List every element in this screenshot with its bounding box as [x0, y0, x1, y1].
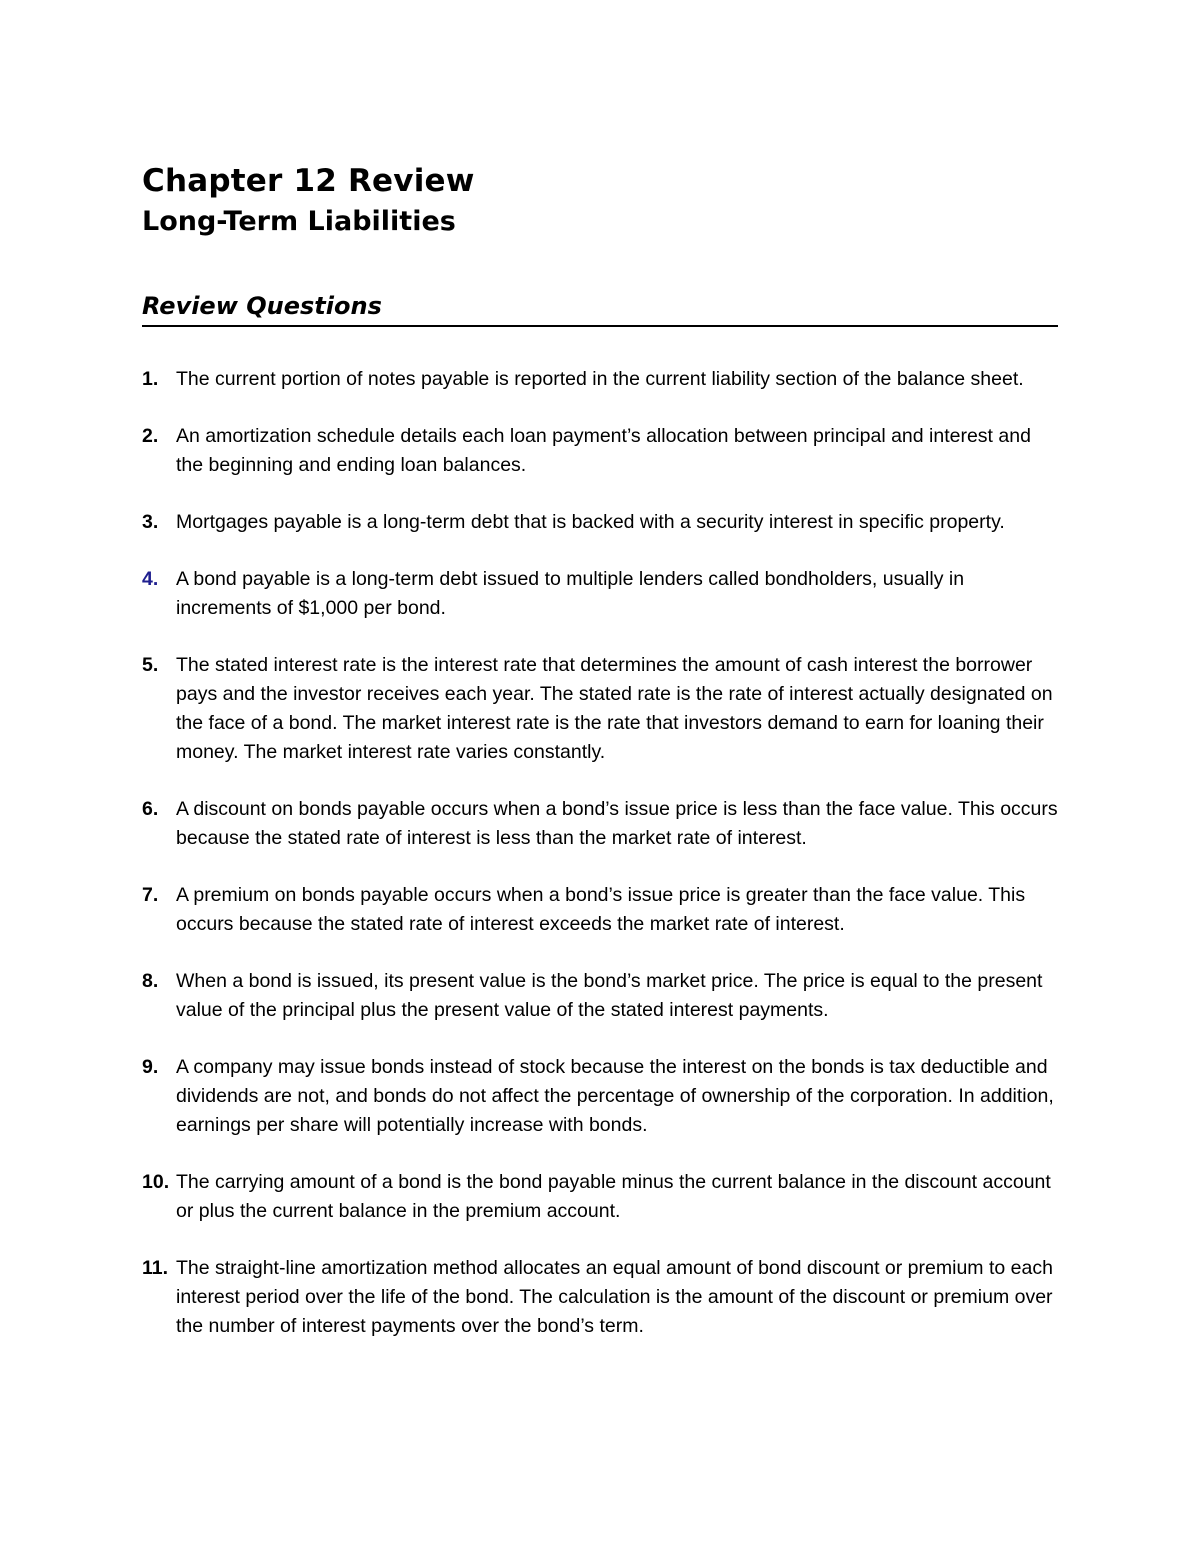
- question-item-2: [142, 422, 1058, 480]
- question-text: The straight-line amortization method allocates an equal amount of bond discount or premium to each interest period over the life of the bond. The calculation is the amount of the discount or premium over the number of interest payments over the bond’s term.: [176, 1257, 1053, 1337]
- question-number: 11.: [142, 1257, 169, 1279]
- question-item-5: [142, 651, 1058, 767]
- question-text: The current portion of notes payable is reported in the current liability section of the balance sheet.: [176, 368, 1024, 390]
- question-text: An amortization schedule details each loan payment’s allocation between principal and interest and the beginning and ending loan balances.: [176, 425, 1031, 476]
- question-number: 3.: [142, 511, 159, 533]
- question-text: Mortgages payable is a long-term debt that is backed with a security interest in specific property.: [176, 511, 1005, 533]
- question-item-3: [142, 508, 1058, 537]
- question-text: A bond payable is a long-term debt issued to multiple lenders called bondholders, usually in increments of $1,000 per bond.: [176, 568, 965, 619]
- question-text: A company may issue bonds instead of stock because the interest on the bonds is tax deductible and dividends are not, and bonds do not affect the percentage of ownership of the corporation. In addition, earnings per share will potentially increase with bonds.: [176, 1056, 1054, 1136]
- question-item-4: [142, 565, 1058, 623]
- question-number: 5.: [142, 654, 159, 676]
- question-item-11: [142, 1254, 1058, 1341]
- question-text: The stated interest rate is the interest rate that determines the amount of cash interest the borrower pays and the investor receives each year. The stated rate is the rate of interest actually designated on the face of a bond. The market interest rate is the rate that investors demand to earn for loaning their money. The market interest rate varies constantly.: [176, 654, 1053, 763]
- question-number: 6.: [142, 798, 159, 820]
- question-number: 4.: [142, 568, 159, 590]
- question-number: 9.: [142, 1056, 159, 1078]
- question-item-9: [142, 1053, 1058, 1140]
- question-item-1: [142, 365, 1058, 394]
- document-page: [142, 160, 1058, 1369]
- question-text: The carrying amount of a bond is the bond payable minus the current balance in the discount account or plus the current balance in the premium account.: [176, 1171, 1051, 1222]
- question-text: A discount on bonds payable occurs when a bond’s issue price is less than the face value. This occurs because the stated rate of interest is less than the market rate of interest.: [176, 798, 1058, 849]
- chapter-subtitle: Long-Term Liabilities: [142, 206, 456, 237]
- section-heading: Review Questions: [142, 289, 1058, 327]
- question-number: 7.: [142, 884, 159, 906]
- question-text: A premium on bonds payable occurs when a bond’s issue price is greater than the face value. This occurs because the stated rate of interest exceeds the market rate of interest.: [176, 884, 1026, 935]
- question-number: 2.: [142, 425, 159, 447]
- question-number: 1.: [142, 368, 159, 390]
- question-number: 8.: [142, 970, 159, 992]
- question-item-7: [142, 881, 1058, 939]
- question-text: When a bond is issued, its present value is the bond’s market price. The price is equal to the present value of the principal plus the present value of the stated interest payments.: [176, 970, 1043, 1021]
- question-number: 10.: [142, 1171, 170, 1193]
- chapter-title: Chapter 12 Review: [142, 163, 475, 199]
- question-item-10: [142, 1168, 1058, 1226]
- review-questions-list: [142, 365, 1058, 1341]
- question-item-8: [142, 967, 1058, 1025]
- question-item-6: [142, 795, 1058, 853]
